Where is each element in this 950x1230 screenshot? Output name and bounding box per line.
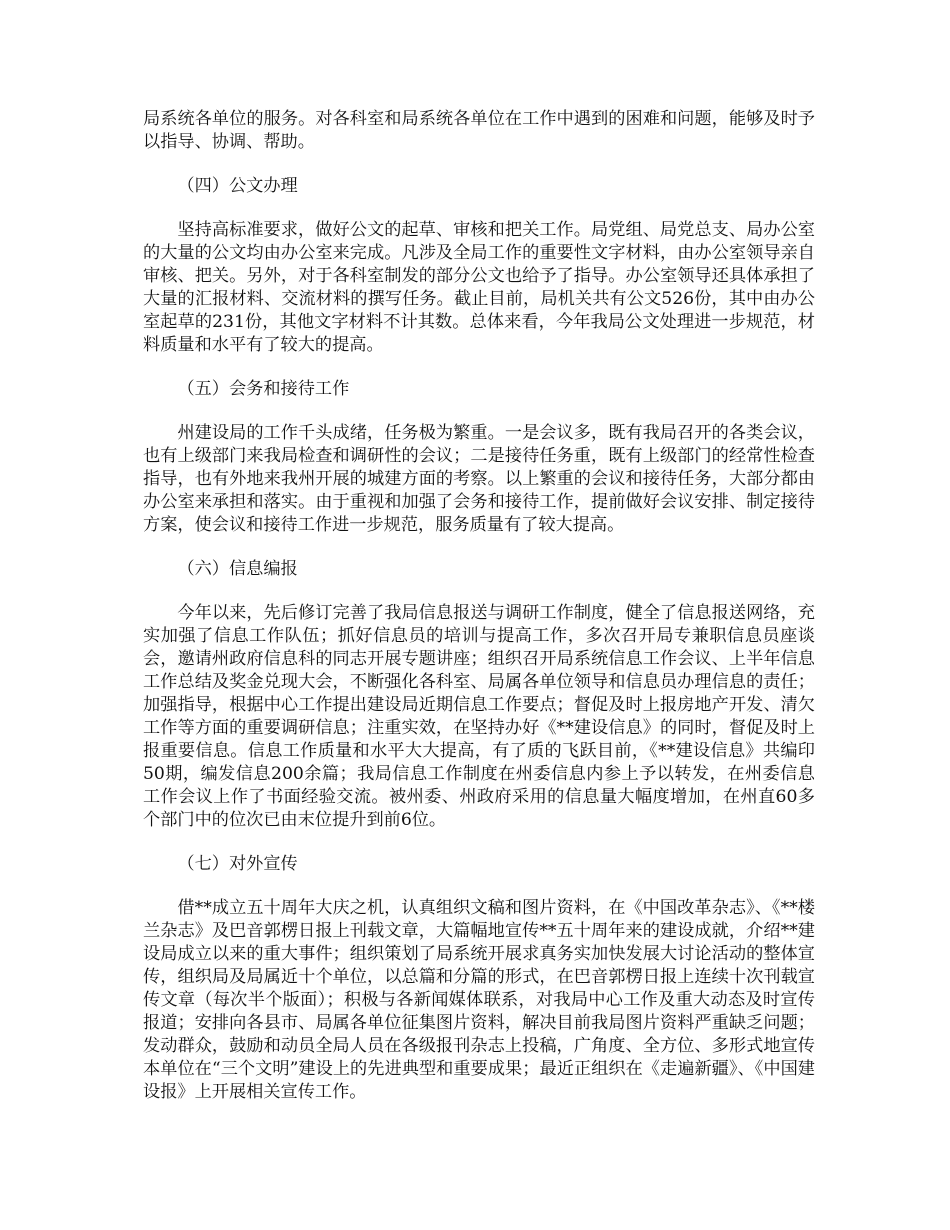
- document-page: [143, 108, 815, 1125]
- paragraph-information-reporting: 今年以来，先后修订完善了我局信息报送与调研工作制度，健全了信息报送网络，充实加强了信息工作队伍；抓好信息员的培训与提高工作，多次召开局专兼职信息员座谈会，邀请州政府信息科的同志开展专题讲座；组织召开局系统信息工作会议、上半年信息工作总结及奖金兑现大会，不断强化各科室、局属各单位领导和信息员办理信息的责任；加强指导，根据中心工作提出建设局近期信息工作要点；督促及时上报房地产开发、清欠工作等方面的重要调研信息；注重实效，在坚持办好《**建设信息》的同时，督促及时上报重要信息。信息工作质量和水平大大提高，有了质的飞跃目前，《**建设信息》共编印50期，编发信息200余篇；我局信息工作制度在州委信息内参上予以转发，在州委信息工作会议上作了书面经验交流。被州委、州政府采用的信息量大幅度增加，在州直60多个部门中的位次已由末位提升到前6位。: [143, 603, 815, 830]
- paragraph-external-publicity: 借**成立五十周年大庆之机，认真组织文稿和图片资料，在《中国改革杂志》、《**楼兰杂志》及巴音郭楞日报上刊载文章，大篇幅地宣传**五十周年来的建设成就，介绍**建设局成立以来的重大事件；组织策划了局系统开展求真务实加快发展大讨论活动的整体宣传，组织局及局属近十个单位，以总篇和分篇的形式，在巴音郭楞日报上连续十次刊载宣传文章（每次半个版面）；积极与各新闻媒体联系，对我局中心工作及重大动态及时宣传报道；安排向各县市、局属各单位征集图片资料，解决目前我局图片资料严重缺乏问题；发动群众，鼓励和动员全局人员在各级报刊杂志上投稿，广角度、全方位、多形式地宣传本单位在“三个文明”建设上的先进典型和重要成果；最近正组织在《走遍新疆》、《中国建设报》上开展相关宣传工作。: [143, 898, 815, 1102]
- section-heading-information-reporting: （六）信息编报: [177, 559, 298, 579]
- paragraph-document-handling: 坚持高标准要求，做好公文的起草、审核和把关工作。局党组、局党总支、局办公室的大量的公文均由办公室来完成。凡涉及全局工作的重要性文字材料，由办公室领导亲自审核、把关。另外，对于各科室制发的部分公文也给予了指导。办公室领导还具体承担了大量的汇报材料、交流材料的撰写任务。截止目前，局机关共有公文526份，其中由办公室起草的231份，其他文字材料不计其数。总体来看，今年我局公文处理进一步规范，材料质量和水平有了较大的提高。: [143, 220, 815, 355]
- paragraph-meetings-reception: 州建设局的工作千头成绪，任务极为繁重。一是会议多，既有我局召开的各类会议，也有上级部门来我局检查和调研性的会议；二是接待任务重，既有上级部门的经常性检查指导，也有外地来我州开展的城建方面的考察。以上繁重的会议和接待任务，大部分都由办公室来承担和落实。由于重视和加强了会务和接待工作，提前做好会议安排、制定接待方案，使会议和接待工作进一步规范，服务质量有了较大提高。: [143, 423, 815, 535]
- section-heading-meetings-reception: （五）会务和接待工作: [177, 379, 350, 399]
- paragraph-continuation: 局系统各单位的服务。对各科室和局系统各单位在工作中遇到的困难和问题，能够及时予以指导、协调、帮助。: [143, 109, 815, 152]
- section-heading-document-handling: （四）公文办理: [177, 176, 298, 196]
- section-heading-external-publicity: （七）对外宣传: [177, 854, 298, 874]
